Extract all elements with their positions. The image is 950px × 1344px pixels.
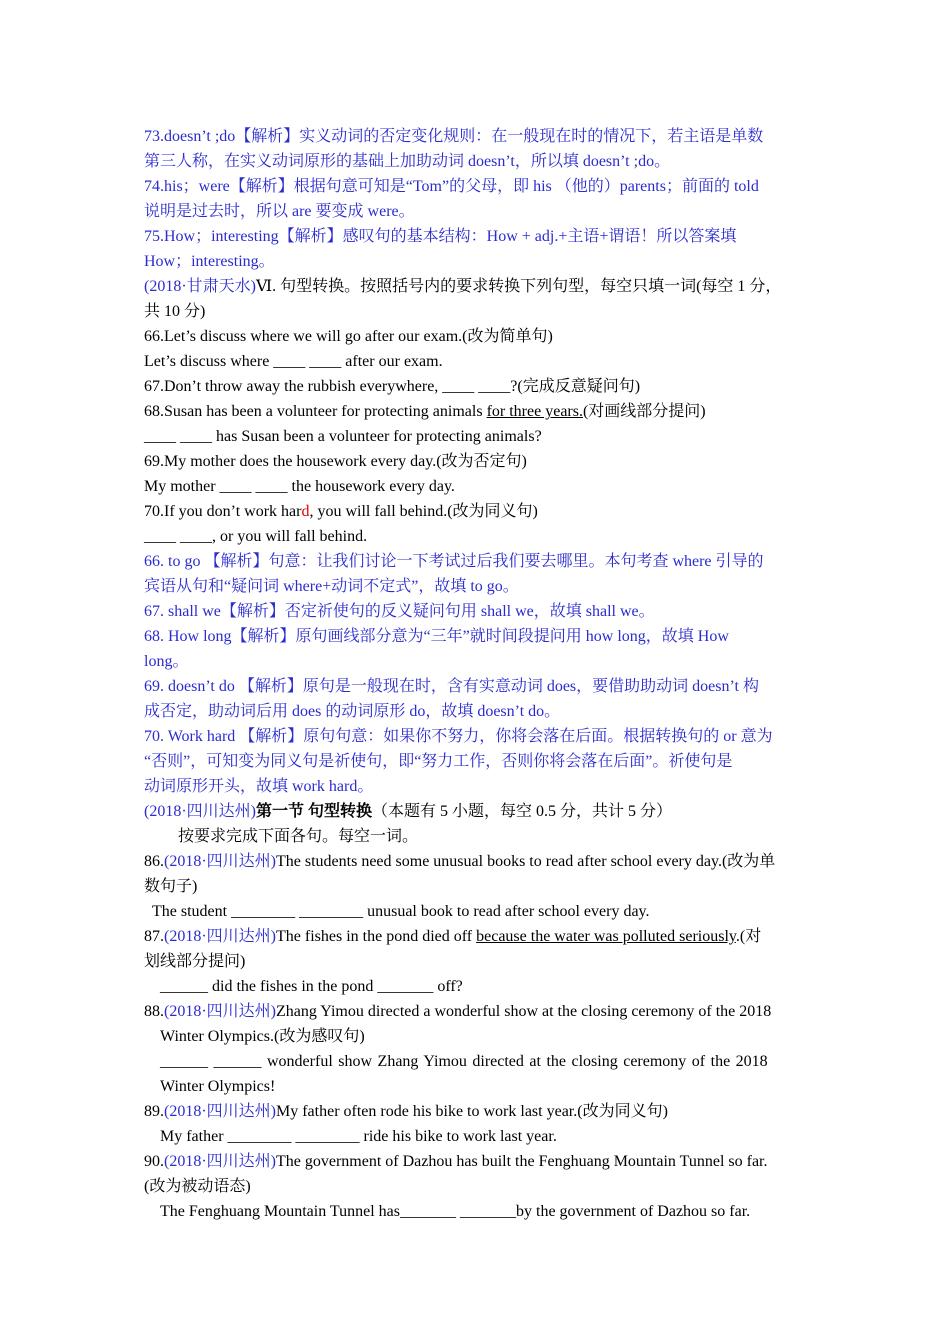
question-69-answer-line: My mother ____ ____ the housework every day. — [144, 478, 455, 495]
question-66-answer-line: Let’s discuss where ____ ____ after our exam. — [144, 353, 443, 370]
answer-74-line1: 74.his；were【解析】根据句意可知是“Tom”的父母，即 his （他的）parents；前面的 told — [144, 178, 759, 195]
source-tag: (2018·甘肃天水) — [144, 278, 256, 295]
answer-74-line2: 说明是过去时，所以 are 要变成 were。 — [144, 203, 415, 220]
question-69: 69.My mother does the housework every day.(改为否定句) — [144, 453, 527, 470]
question-88-answer-line2: Winter Olympics! — [160, 1078, 276, 1095]
source-tag: (2018·四川达州) — [164, 928, 276, 945]
source-tag: (2018·四川达州) — [144, 803, 256, 820]
question-67: 67.Don’t throw away the rubbish everywhere, ____ ____?(完成反意疑问句) — [144, 378, 641, 395]
section-header-tianshui — [144, 274, 781, 299]
answer-68-line2: long。 — [144, 653, 189, 670]
answer-70-line2: “否则”，可知变为同义句是祈使句，即“努力工作，否则你将会落在后面”。祈使句是 — [144, 753, 733, 770]
question-90-answer-line: The Fenghuang Mountain Tunnel has_______ _______by the government of Dazhou so far. — [160, 1203, 751, 1220]
question-86-answer-line: The student ________ ________ unusual book to read after school every day. — [152, 903, 650, 920]
answer-75-line2: How；interesting。 — [144, 253, 275, 270]
question-87-line2: 划线部分提问) — [144, 953, 246, 970]
question-70: 70.If you don’t work hard, you will fall behind.(改为同义句) — [144, 503, 538, 520]
answer-75-line1: 75.How；interesting【解析】感叹句的基本结构：How + adj.+主语+谓语！所以答案填 — [144, 228, 737, 245]
question-89-answer-line: My father ________ ________ ride his bike to work last year. — [160, 1128, 557, 1145]
section-header-line2: 共 10 分) — [144, 303, 206, 320]
question-88-line2: Winter Olympics.(改为感叹句) — [160, 1028, 365, 1045]
answer-70-line3: 动词原形开头，故填 work hard。 — [144, 778, 374, 795]
question-68: 68.Susan has been a volunteer for protecting animals for three years.(对画线部分提问) — [144, 403, 706, 420]
answer-68-line1: 68. How long【解析】原句画线部分意为“三年”就时间段提问用 how long，故填 How — [144, 628, 729, 645]
source-tag: (2018·四川达州) — [164, 853, 276, 870]
question-90-line2: (改为被动语态) — [144, 1178, 251, 1195]
question-87-answer-line: ______ did the fishes in the pond _______ off? — [160, 978, 463, 995]
question-89: 89.(2018·四川达州)My father often rode his bike to work last year.(改为同义句) — [144, 1103, 668, 1120]
answer-73-line1: 73.doesn’t ;do【解析】实义动词的否定变化规则：在一般现在时的情况下，若主语是单数 — [144, 128, 764, 145]
underlined-phrase: for three years. — [486, 403, 583, 420]
answer-73-line2: 第三人称，在实义动词原形的基础上加助动词 doesn’t，所以填 doesn’t ;do。 — [144, 153, 671, 170]
section-title: 第一节 句型转换 — [256, 803, 373, 820]
section-header-dazhou — [144, 799, 672, 824]
underlined-phrase: because the water was polluted seriously — [476, 928, 736, 945]
section-note: （本题有 5 小题，每空 0.5 分，共计 5 分） — [372, 803, 673, 820]
red-letter: d — [301, 503, 310, 520]
section-instruction: Ⅵ. 句型转换。按照括号内的要求转换下列句型，每空只填一词(每空 1 分， — [256, 278, 782, 295]
question-87: 87.(2018·四川达州)The fishes in the pond died off because the water was polluted seriously.(对 — [144, 928, 762, 945]
question-86-line2: 数句子) — [144, 878, 198, 895]
source-tag: (2018·四川达州) — [164, 1003, 276, 1020]
question-70-answer-line: ____ ____, or you will fall behind. — [144, 528, 368, 545]
answer-67: 67. shall we【解析】否定祈使句的反义疑问句用 shall we，故填 shall we。 — [144, 603, 655, 620]
source-tag: (2018·四川达州) — [164, 1153, 276, 1170]
question-68-answer-line: ____ ____ has Susan been a volunteer for protecting animals? — [144, 428, 542, 445]
question-86: 86.(2018·四川达州)The students need some unusual books to read after school every day.(改为单 — [144, 853, 776, 870]
source-tag: (2018·四川达州) — [164, 1103, 276, 1120]
answer-69-line1: 69. doesn’t do 【解析】原句是一般现在时，含有实意动词 does，要借助助动词 doesn’t 构 — [144, 678, 759, 695]
section-instruction: 按要求完成下面各句。每空一词。 — [178, 828, 419, 845]
answer-66-line2: 宾语从句和“疑问词 where+动词不定式”，故填 to go。 — [144, 578, 519, 595]
answer-70-line1: 70. Work hard 【解析】原句句意：如果你不努力，你将会落在后面。根据转换句的 or 意为 — [144, 728, 773, 745]
question-88: 88.(2018·四川达州)Zhang Yimou directed a wonderful show at the closing ceremony of the 2018 — [144, 1003, 772, 1020]
question-66: 66.Let’s discuss where we will go after our exam.(改为简单句) — [144, 328, 553, 345]
question-90: 90.(2018·四川达州)The government of Dazhou has built the Fenghuang Mountain Tunnel so far. — [144, 1153, 768, 1170]
answer-69-line2: 成否定，助动词后用 does 的动词原形 do，故填 doesn’t do。 — [144, 703, 561, 720]
question-88-answer-line1: ______ ______ wonderful show Zhang Yimou directed at the closing ceremony of the 2018 — [160, 1053, 768, 1070]
answer-66-line1: 66. to go 【解析】句意：让我们讨论一下考试过后我们要去哪里。本句考查 where 引导的 — [144, 553, 764, 570]
